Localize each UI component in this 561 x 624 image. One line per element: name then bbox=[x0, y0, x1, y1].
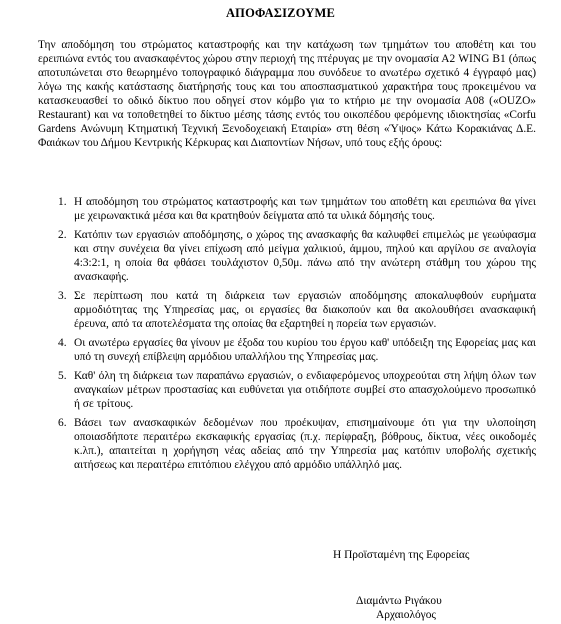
signatory-name: Διαμάντω Ριγάκου bbox=[356, 595, 442, 607]
term-number: 5. bbox=[58, 370, 67, 382]
term-number: 6. bbox=[58, 417, 67, 429]
intro-paragraph: Την απoδόμηση του στρώματος καταστροφής και την κατάχωση των τμημάτων του αποθέτη και του ερειπιώνα εντός του ανασκαφέντος χώρου στην περιοχή της πτέρυγας με την ονομασία Α2 WING B1 (όπως αποτυπώνεται στο θεωρημένο τοπογραφικό διάγραμμα που συνόδευε το ανωτέρω σχετικό 4 έγγραφό μας) λόγω της κακής κατάστασης διατήρησής τους και του αποσπασματικού χαρακτήρα τους προκειμένου να κατασκευασθεί το οδικό δίκτυο που οδηγεί στον κόμβο για το κτήριο με την ονομασία Α08 («OUZO» Restaurant) και να τοποθετηθεί το δίκτυο μέσης τάσης εντός του οικοπέδου φερόμενης ιδιοκτησίας «Corfu Gardens Ανώνυμη Κτηματική Τεχνική Ξενοδοχειακή Εταιρία» στη θέση «Ύψος» Κάτω Κορακιάνας Δ.Ε. Φαιάκων του Δήμου Κεντρικής Κέρκυρας και Διαποντίων Νήσων, υπό τους εξής όρους: bbox=[38, 39, 536, 149]
term-text: Κατόπιν των εργασιών αποδόμησης, ο χώρος της ανασκαφής θα καλυφθεί επιμελώς με γεωύφασμα και στην συνέχεια θα γίνει επίχωση από μείγμα χαλικιού, άμμου, πηλού και αργίλου σε αναλογία 4:3:2:1, η οποία θα φθάσει τουλάχιστον 0,50μ. πάνω από την ανώτερη στάθμη του χώρου της ανασκαφής. bbox=[74, 229, 536, 283]
term-item bbox=[38, 228, 536, 284]
term-item bbox=[38, 336, 536, 364]
signatory-office: Η Προϊσταμένη της Εφορείας bbox=[333, 549, 470, 561]
signatory-role: Αρχαιολόγος bbox=[376, 609, 436, 621]
term-number: 1. bbox=[58, 196, 67, 208]
term-item bbox=[38, 416, 536, 472]
term-number: 2. bbox=[58, 229, 67, 241]
terms-list bbox=[38, 195, 536, 477]
term-text: Η απoδόμηση του στρώματος καταστροφής και των τμημάτων του αποθέτη και ερειπιώνα θα γίνει με χειρωνακτικά μέσα και θα κρατηθούν δείγματα από τα υλικά δόμησής τους. bbox=[74, 196, 536, 222]
decision-heading: ΑΠΟΦΑΣΙΖΟΥΜΕ bbox=[225, 6, 336, 20]
term-text: Βάσει των ανασκαφικών δεδομένων που προέκυψαν, επισημαίνουμε ότι για την υλοποίηση οποιασδήποτε περαιτέρω εκσκαφικής εργασίας (π.χ. περίφραξη, βόθρους, δίκτυα, νέες οικοδομές κ.λπ.), απαιτείται η χορήγηση νέας αδείας από την Υπηρεσία μας κατόπιν υποβολής σχετικής αιτήσεως και περαιτέρω επιτόπιου ελέγχου από αρμόδιο υπάλληλό μας. bbox=[74, 417, 536, 471]
term-text: Καθ' όλη τη διάρκεια των παραπάνω εργασιών, ο ενδιαφερόμενος υποχρεούται στη λήψη όλων των αναγκαίων μέτρων προστασίας και ευθύνεται για οτιδήποτε συμβεί στο απασχολούμενο προσωπικό ή σε τρίτους. bbox=[74, 370, 536, 410]
term-item bbox=[38, 369, 536, 411]
term-item bbox=[38, 289, 536, 331]
term-number: 4. bbox=[58, 337, 67, 349]
term-number: 3. bbox=[58, 290, 67, 302]
term-text: Σε περίπτωση που κατά τη διάρκεια των εργασιών αποδόμησης αποκαλυφθούν ευρήματα αρμοδιότητας της Υπηρεσίας μας, οι εργασίες θα διακοπούν και θα ακολουθήσει ανασκαφική έρευνα, από τα αποτελέσματα της οποίας θα εξαρτηθεί η πορεία των εργασιών. bbox=[74, 290, 536, 330]
term-text: Οι ανωτέρω εργασίες θα γίνουν με έξοδα του κυρίου του έργου καθ' υπόδειξη της Εφορείας μας και υπό τη συνεχή επίβλεψη αρμόδιου υπαλλήλου της Υπηρεσίας μας. bbox=[74, 337, 536, 363]
term-item bbox=[38, 195, 536, 223]
